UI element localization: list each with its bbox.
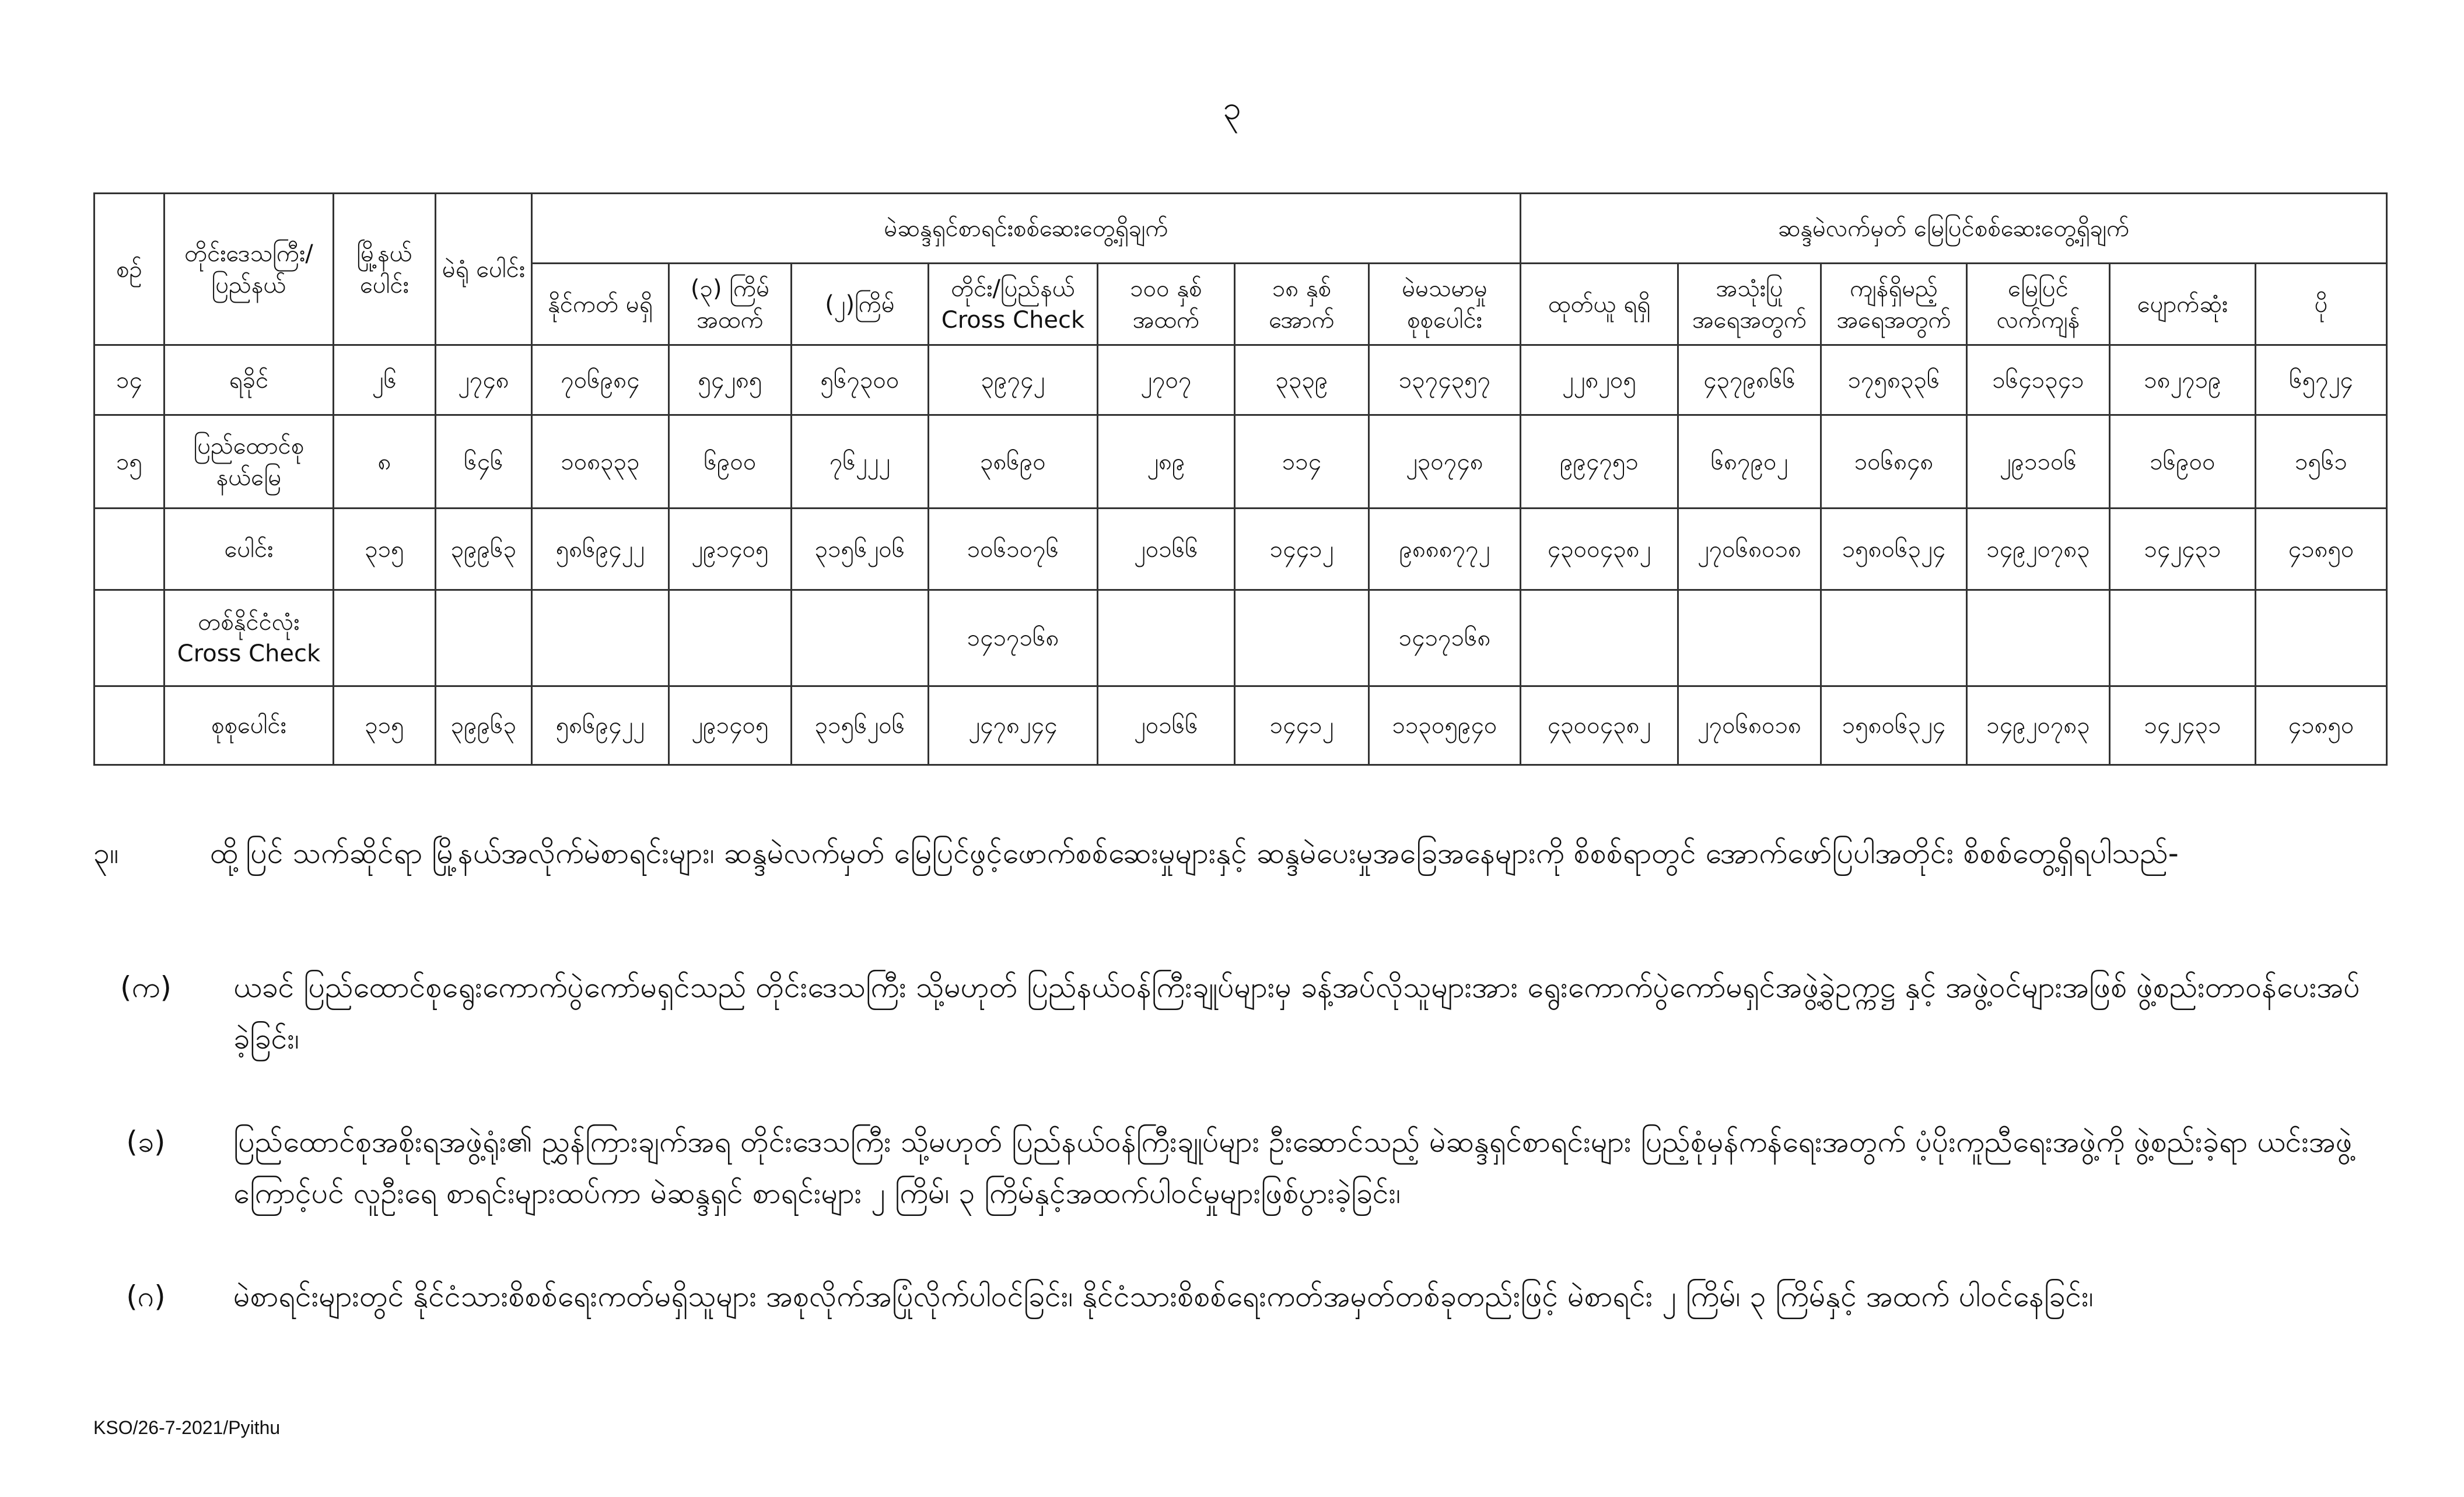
list-item-text: ပြည်ထောင်စုအစိုးရအဖွဲ့ရုံး၏ ညွှန်ကြားချက်အရ တိုင်းဒေသကြီး သို့မဟုတ် ပြည်နယ်ဝန်ကြီးချုပ်များ ဦးဆောင်သည့် မဲဆန္ဒရှင်စာရင်းများ ပြည့်စုံမှန်ကန်ရေးအတွက် ပံ့ပိုးကူညီရေးအဖွဲ့ကို ဖွဲ့စည်းခဲ့ရာ ယင်းအဖွဲ့ကြောင့်ပင် လူဦးရေ စာရင်းများထပ်ကာ မဲဆန္ဒရှင် စာရင်းများ ၂ ကြိမ်၊ ၃ ကြိမ်နှင့်အထက်ပါဝင်မှုများဖြစ်ပွားခဲ့ခြင်း၊: [233, 1125, 2353, 1210]
table-row: [94, 509, 2387, 590]
list-item: [126, 1117, 2365, 1219]
table-cell: ၆၈၇၉၀၂: [1678, 415, 1821, 509]
table-cell: ၁၄၄၁၂: [1235, 686, 1369, 765]
paragraph-text: ထို့ပြင် သက်ဆိုင်ရာ မြို့နယ်အလိုက်မဲစာရင်းများ၊ ဆန္ဒမဲလက်မှတ် မြေပြင်ဖွင့်ဖောက်စစ်ဆေးမှုများနှင့် ဆန္ဒမဲပေးမှုအခြေအနေများကို စိစစ်ရာတွင် အောက်ဖော်ပြပါအတိုင်း စိစစ်တွေ့ရှိရပါသည်-: [210, 836, 2179, 870]
table-cell: ၂၉၁၁၀၆: [1967, 415, 2110, 509]
list-item-label: (က): [120, 970, 172, 1004]
table-cell: ၁၀၆၈၄၈: [1821, 415, 1967, 509]
row-region: တစ်နိုင်ငံလုံး Cross Check: [164, 590, 334, 686]
header-polling-total: မဲရုံ ပေါင်း: [436, 194, 532, 345]
header-no: စဉ်: [94, 194, 164, 345]
table-cell: ၆၅၇၂၄: [2256, 345, 2387, 415]
table-cell: ၂၇၀၆၈၀၁၈: [1678, 509, 1821, 590]
table-cell: ၈: [334, 415, 436, 509]
table-cell: ၅၆၇၃၀၀: [792, 345, 929, 415]
row-region: ရခိုင်: [164, 345, 334, 415]
header-col: နိုင်ကတ် မရှိ: [532, 264, 669, 345]
table-cell: ၂၉၁၄၀၅: [669, 509, 792, 590]
table-cell: ၄၃၀၀၄၃၈၂: [1521, 686, 1678, 765]
table-cell: [532, 590, 669, 686]
header-col: ၁၀၀ နှစ် အထက်: [1098, 264, 1235, 345]
row-region: စုစုပေါင်း: [164, 686, 334, 765]
row-number: ၁၅: [94, 415, 164, 509]
table-cell: ၁၆၉၀၀: [2110, 415, 2256, 509]
row-region: ပေါင်း: [164, 509, 334, 590]
table-cell: ၁၃၇၄၃၅၇: [1369, 345, 1521, 415]
header-col: (၂)ကြိမ်: [792, 264, 929, 345]
row-number: [94, 686, 164, 765]
page-number: ၃: [1223, 89, 1241, 127]
table-cell: ၁၄၂၄၃၁: [2110, 509, 2256, 590]
table-cell: ၆၉၀၀: [669, 415, 792, 509]
table-cell: [1521, 590, 1678, 686]
table-cell: ၉၈၈၈၇၇၂: [1369, 509, 1521, 590]
header-col: ၁၈ နှစ် အောက်: [1235, 264, 1369, 345]
header-col: အသုံးပြု အရေအတွက်: [1678, 264, 1821, 345]
list-item-label: (ခ): [126, 1125, 166, 1159]
table-cell: ၅၄၂၈၅: [669, 345, 792, 415]
header-col: မဲမသမာမှု စုစုပေါင်း: [1369, 264, 1521, 345]
header-col: ပို: [2256, 264, 2387, 345]
row-number: ၁၄: [94, 345, 164, 415]
table-cell: ၁၁၄: [1235, 415, 1369, 509]
table-cell: ၁၄၁၇၁၆၈: [929, 590, 1098, 686]
list-item-label: (ဂ): [126, 1279, 166, 1313]
table-cell: ၂၀၁၆၆: [1098, 509, 1235, 590]
header-township-total: မြို့နယ် ပေါင်း: [334, 194, 436, 345]
table-cell: ၂၄၇၈၂၄၄: [929, 686, 1098, 765]
table-cell: ၅၈၆၉၄၂၂: [532, 686, 669, 765]
header-region: တိုင်းဒေသကြီး/ ပြည်နယ်: [164, 194, 334, 345]
header-ballot-findings: ဆန္ဒမဲလက်မှတ် မြေပြင်စစ်ဆေးတွေ့ရှိချက်: [1521, 194, 2387, 264]
header-col: ပျောက်ဆုံး: [2110, 264, 2256, 345]
table-cell: [669, 590, 792, 686]
table-cell: [334, 590, 436, 686]
table-cell: ၁၇၅၈၃၃၆: [1821, 345, 1967, 415]
table-cell: ၂၇၀၇: [1098, 345, 1235, 415]
table-cell: ၄၁၈၅၀: [2256, 509, 2387, 590]
table-cell: ၁၄၉၂၀၇၈၃: [1967, 509, 2110, 590]
table-cell: ၁၄၁၇၁၆၈: [1369, 590, 1521, 686]
table-cell: ၃၉၉၆၃: [436, 686, 532, 765]
table-cell: [1235, 590, 1369, 686]
list-item-text: ယခင် ပြည်ထောင်စုရွေးကောက်ပွဲကော်မရှင်သည် တိုင်းဒေသကြီး သို့မဟုတ် ပြည်နယ်ဝန်ကြီးချုပ်များမှ ခန့်အပ်လိုသူများအား ရွေးကောက်ပွဲကော်မရှင်အဖွဲ့ခွဲဥက္ကဋ္ဌ နှင့် အဖွဲ့ဝင်များအဖြစ် ဖွဲ့စည်းတာဝန်ပေးအပ်ခဲ့ခြင်း၊: [233, 970, 2360, 1056]
row-number: [94, 509, 164, 590]
table-cell: ၂၈၉: [1098, 415, 1235, 509]
list-item: [120, 962, 2365, 1064]
table-cell: ၉၉၄၇၅၁: [1521, 415, 1678, 509]
paragraph-number: ၃။: [93, 836, 119, 870]
table-cell: ၆၄၆: [436, 415, 532, 509]
header-col: ကျန်ရှိမည့် အရေအတွက်: [1821, 264, 1967, 345]
document-reference: KSO/26-7-2021/Pyithu: [93, 1417, 281, 1438]
table-cell: [1678, 590, 1821, 686]
table-cell: ၇၀၆၉၈၄: [532, 345, 669, 415]
table-cell: ၅၈၆၉၄၂၂: [532, 509, 669, 590]
table-cell: ၁၅၈၀၆၃၂၄: [1821, 686, 1967, 765]
table-cell: ၂၆: [334, 345, 436, 415]
table-cell: ၃၉၇၄၂: [929, 345, 1098, 415]
row-region: ပြည်ထောင်စု နယ်မြေ: [164, 415, 334, 509]
table-cell: [2110, 590, 2256, 686]
table-cell: ၁၄၄၁၂: [1235, 509, 1369, 590]
table-cell: ၁၅၆၁: [2256, 415, 2387, 509]
table-row: [94, 686, 2387, 765]
table-cell: ၂၀၁၆၆: [1098, 686, 1235, 765]
header-col: မြေပြင် လက်ကျန်: [1967, 264, 2110, 345]
table-cell: ၂၂၈၂၀၅: [1521, 345, 1678, 415]
table-cell: ၁၁၃၀၅၉၄၀: [1369, 686, 1521, 765]
paragraph-3: [93, 828, 2365, 879]
table-cell: ၃၃၃၉: [1235, 345, 1369, 415]
table-cell: [1098, 590, 1235, 686]
table-cell: ၁၄၂၄၃၁: [2110, 686, 2256, 765]
table-cell: ၁၆၄၁၃၄၁: [1967, 345, 2110, 415]
table-cell: ၄၁၈၅၀: [2256, 686, 2387, 765]
table-cell: [436, 590, 532, 686]
table-cell: ၃၁၅၆၂၀၆: [792, 509, 929, 590]
table-cell: ၃၁၅: [334, 686, 436, 765]
findings-table: [93, 192, 2388, 766]
table-cell: ၇၆၂၂၂: [792, 415, 929, 509]
table-cell: ၁၀၆၁၀၇၆: [929, 509, 1098, 590]
table-cell: ၁၅၈၀၆၃၂၄: [1821, 509, 1967, 590]
header-voter-list-findings: မဲဆန္ဒရှင်စာရင်းစစ်ဆေးတွေ့ရှိချက်: [532, 194, 1521, 264]
table-cell: [792, 590, 929, 686]
header-col: (၃) ကြိမ် အထက်: [669, 264, 792, 345]
row-number: [94, 590, 164, 686]
table-row: [94, 590, 2387, 686]
table-cell: [1967, 590, 2110, 686]
table-row: [94, 345, 2387, 415]
table-cell: ၄၃၇၉၈၆၆: [1678, 345, 1821, 415]
header-col: တိုင်း/ပြည်နယ် Cross Check: [929, 264, 1098, 345]
table-cell: ၁၈၂၇၁၉: [2110, 345, 2256, 415]
list-item-text: မဲစာရင်းများတွင် နိုင်ငံသားစိစစ်ရေးကတ်မရှိသူများ အစုလိုက်အပြုံလိုက်ပါဝင်ခြင်း၊ နိုင်ငံသားစိစစ်ရေးကတ်အမှတ်တစ်ခုတည်းဖြင့် မဲစာရင်း ၂ ကြိမ်၊ ၃ ကြိမ်နှင့် အထက် ပါဝင်နေခြင်း၊: [233, 1279, 2094, 1313]
table-cell: ၃၁၅: [334, 509, 436, 590]
table-cell: ၃၉၉၆၃: [436, 509, 532, 590]
list-item: [126, 1271, 2365, 1323]
table-cell: [1821, 590, 1967, 686]
table-cell: ၂၉၁၄၀၅: [669, 686, 792, 765]
table-row: [94, 415, 2387, 509]
table-cell: ၄၃၀၀၄၃၈၂: [1521, 509, 1678, 590]
header-col: ထုတ်ယူ ရရှိ: [1521, 264, 1678, 345]
table-cell: ၂၃၀၇၄၈: [1369, 415, 1521, 509]
table-cell: ၁၄၉၂၀၇၈၃: [1967, 686, 2110, 765]
table-cell: ၁၀၈၃၃၃: [532, 415, 669, 509]
table-cell: ၂၇၀၆၈၀၁၈: [1678, 686, 1821, 765]
table-cell: ၃၈၆၉၀: [929, 415, 1098, 509]
table-cell: ၃၁၅၆၂၀၆: [792, 686, 929, 765]
table-cell: ၂၇၄၈: [436, 345, 532, 415]
table-cell: [2256, 590, 2387, 686]
